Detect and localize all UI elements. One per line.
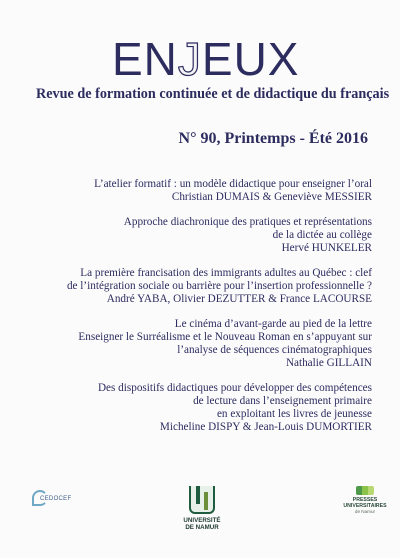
article-title-line: de l’intégration sociale ou barrière pour l’insertion professionnelle ? — [66, 280, 372, 292]
article-authors: Hervé HUNKELER — [281, 242, 372, 254]
presses-label-line2: UNIVERSITAIRES — [343, 503, 387, 509]
unamur-logo — [180, 486, 224, 542]
presses-mark-icon — [356, 486, 374, 495]
unamur-shield-icon — [189, 486, 215, 514]
unamur-label — [180, 517, 224, 531]
presses-label — [340, 497, 390, 515]
article-title-line: de lecture dans l’enseignement primaire — [193, 395, 372, 407]
article-title-line: Le cinéma d’avant-garde au pied de la lettre — [174, 318, 372, 330]
article-authors: Christian DUMAIS & Geneviève MESSIER — [171, 191, 372, 203]
article-entry — [12, 267, 372, 306]
logo-text-en: EN — [112, 33, 178, 85]
article-title-line: La première francisation des immigrants adultes au Québec : clef — [80, 267, 372, 279]
article-title-line: L’atelier formatif : un modèle didactique pour enseigner l’oral — [94, 178, 372, 190]
unamur-label-line2: DE NAMUR — [185, 524, 219, 531]
cedocef-logo — [32, 490, 92, 520]
article-title-line: l’analyse de séquences cinématographiques — [177, 344, 372, 356]
article-entry — [12, 216, 372, 255]
article-title-line: de la dictée au collège — [272, 229, 372, 241]
article-authors: Micheline DISPY & Jean-Louis DUMORTIER — [159, 421, 372, 433]
article-authors: André YABA, Olivier DEZUTTER & France LACOURSE — [106, 293, 372, 305]
article-title-line: Des dispositifs didactiques pour développer des compétences — [97, 382, 372, 394]
journal-logo — [112, 33, 300, 85]
publisher-logos — [0, 482, 400, 552]
unamur-label-line1: UNIVERSITÉ — [183, 517, 221, 524]
article-authors: Nathalie GILLAIN — [285, 357, 372, 369]
article-entry — [12, 178, 372, 204]
article-title-line: Approche diachronique des pratiques et représentations — [123, 216, 372, 228]
article-entry — [12, 318, 372, 370]
journal-subtitle: Revue de formation continuée et de didactique du français — [36, 86, 390, 102]
presses-label-line1: PRESSES — [352, 497, 378, 503]
presses-label-line3: de Namur — [354, 509, 376, 514]
article-entry — [12, 382, 372, 434]
article-title-line: Enseigner le Surréalisme et le Nouveau Roman en s’appuyant sur — [78, 331, 372, 343]
table-of-contents — [12, 178, 372, 446]
presses-logo — [340, 486, 390, 526]
logo-text-j: J — [177, 33, 202, 85]
issue-number: N° 90, Printemps - Été 2016 — [178, 130, 368, 147]
logo-text-eux: EUX — [201, 33, 300, 85]
cedocef-label: CEDOCEF — [40, 496, 72, 502]
article-title-line: en exploitant les livres de jeunesse — [216, 408, 372, 420]
